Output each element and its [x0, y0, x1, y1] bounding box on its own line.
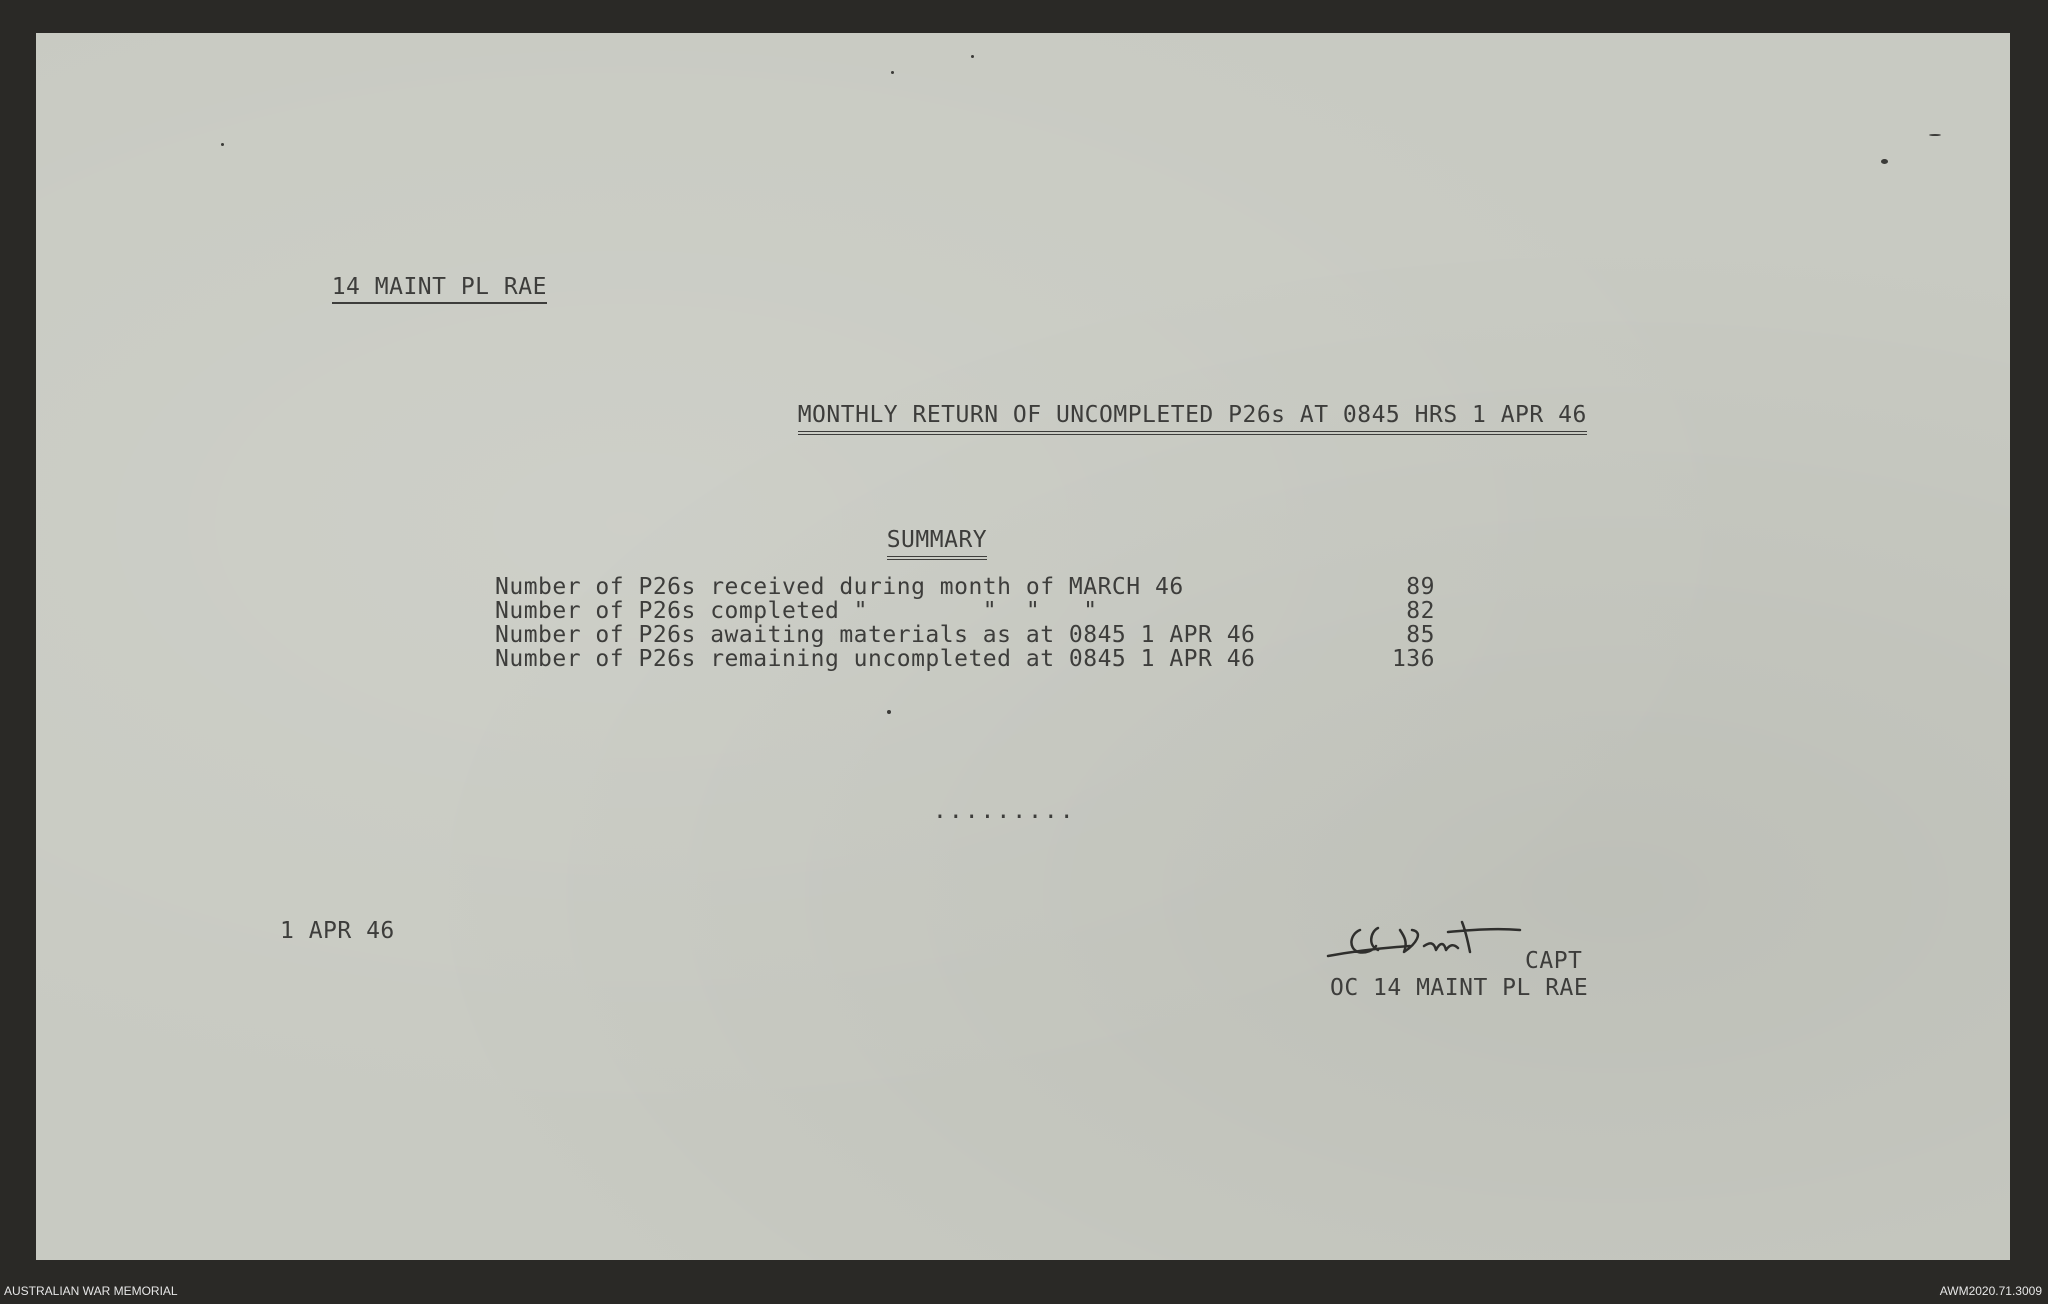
summary-heading	[858, 501, 987, 553]
separator-dots: .........	[933, 798, 1076, 824]
unit-heading	[303, 248, 547, 300]
summary-row-label: Number of P26s awaiting materials as at 0845 1 APR 46	[495, 622, 1256, 648]
summary-row-label: Number of P26s remaining uncompleted at 0845 1 APR 46	[495, 646, 1256, 672]
ink-speck	[887, 710, 891, 714]
footer-institution: AUSTRALIAN WAR MEMORIAL	[4, 1284, 178, 1298]
ink-speck	[1929, 134, 1941, 136]
footer-accession-number: AWM2020.71.3009	[1939, 1284, 2042, 1298]
ink-speck	[891, 71, 894, 74]
summary-row-value: 136	[1391, 646, 1435, 672]
summary-row-label: Number of P26s received during month of MARCH 46	[495, 574, 1184, 600]
summary-row-value: 89	[1406, 574, 1435, 600]
summary-row	[495, 623, 1435, 647]
summary-row-label: Number of P26s completed " " " "	[495, 598, 1098, 624]
ink-speck	[1881, 159, 1888, 164]
summary-row	[495, 647, 1435, 671]
summary-row-value: 85	[1406, 622, 1435, 648]
handwritten-signature	[1320, 912, 1560, 972]
ink-speck	[221, 143, 224, 146]
signature-rank: CAPT	[1525, 948, 1583, 974]
summary-row-value: 82	[1406, 598, 1435, 624]
document-title	[769, 376, 1587, 428]
summary-row	[495, 599, 1435, 623]
unit-heading-text: 14 MAINT PL RAE	[332, 274, 547, 304]
ink-speck	[971, 55, 974, 58]
document-date: 1 APR 46	[280, 918, 395, 944]
summary-row	[495, 575, 1435, 599]
signature-title: OC 14 MAINT PL RAE	[1330, 975, 1589, 1001]
document-title-text: MONTHLY RETURN OF UNCOMPLETED P26s AT 0845 HRS 1 APR 46	[798, 402, 1587, 435]
summary-heading-text: SUMMARY	[887, 527, 987, 560]
summary-table	[495, 575, 1435, 671]
